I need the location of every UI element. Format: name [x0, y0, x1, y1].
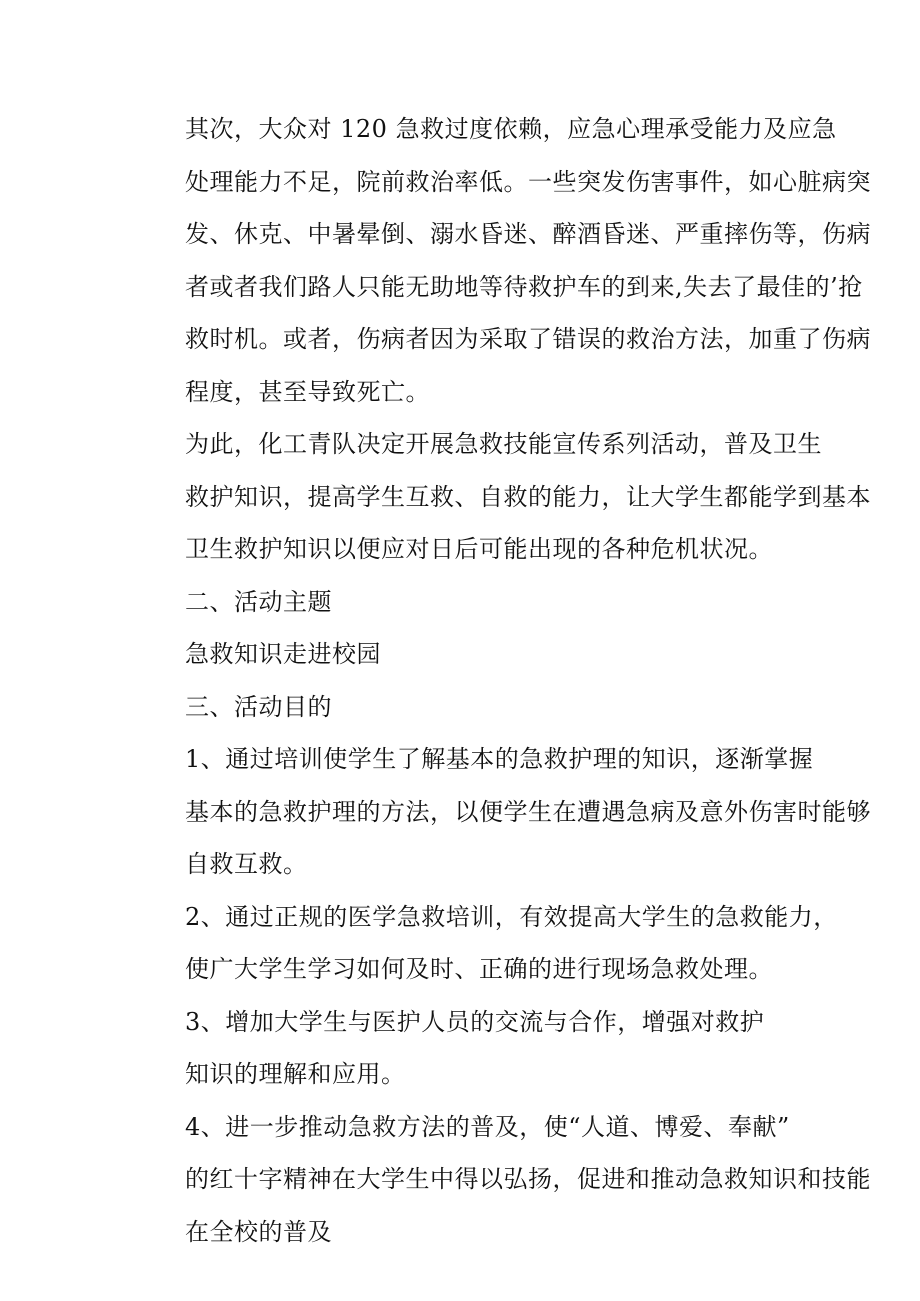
- text-line: 者或者我们路人只能无助地等待救护车的到来,失去了最佳的’抢: [185, 272, 863, 301]
- text-line: 知识的理解和应用。: [185, 1060, 406, 1088]
- text-line: 2、通过正规的医学急救培训，有效提高大学生的急救能力，: [185, 902, 838, 931]
- text-line: 1、通过培训使学生了解基本的急救护理的知识，逐渐掌握: [185, 745, 814, 773]
- section-heading-activity-purpose: [137, 681, 797, 734]
- text-line: 程度，甚至导致死亡。: [185, 377, 430, 406]
- text-line: 3、增加大学生与医护人员的交流与合作，增强对救护: [185, 1007, 765, 1036]
- document-body: [137, 103, 871, 1258]
- section-heading-activity-theme: [137, 576, 797, 629]
- heading-text: 三、活动目的: [185, 692, 332, 721]
- text-line: 发、休克、中暑晕倒、溺水昏迷、醉酒昏迷、严重摔伤等，伤病: [185, 220, 871, 248]
- activity-theme-text: [137, 628, 797, 681]
- purpose-item-3: [137, 996, 797, 1101]
- text-line: 在全校的普及: [185, 1217, 332, 1246]
- paragraph-dependence-on-120: [137, 103, 871, 418]
- text-line: 的红十字精神在大学生中得以弘扬，促进和推动急救知识和技能: [185, 1165, 871, 1193]
- text-line: 基本的急救护理的方法，以便学生在遭遇急病及意外伤害时能够: [185, 797, 871, 826]
- text-line: 卫生救护知识以便应对日后可能出现的各种危机状况。: [185, 535, 773, 563]
- purpose-item-1: [137, 733, 871, 891]
- heading-text: 二、活动主题: [185, 587, 332, 616]
- purpose-item-2: [137, 891, 838, 996]
- text-line: 处理能力不足，院前救治率低。一些突发伤害事件，如心脏病突: [185, 167, 871, 196]
- paragraph-activity-decision: [137, 418, 871, 576]
- text-line: 使广大学生学习如何及时、正确的进行现场急救处理。: [185, 955, 773, 983]
- text-line: 救时机。或者，伤病者因为采取了错误的救治方法，加重了伤病: [185, 325, 871, 353]
- text-line: 自救互救。: [185, 850, 308, 878]
- text-line: 救护知识，提高学生互救、自救的能力，让大学生都能学到基本: [185, 482, 871, 511]
- text-line: 其次，大众对 120 急救过度依赖，应急心理承受能力及应急: [185, 115, 837, 143]
- text-line: 4、进一步推动急救方法的普及，使“人道、博爱、奉献”: [185, 1112, 790, 1141]
- text-line: 为此，化工青队决定开展急救技能宣传系列活动，普及卫生: [185, 430, 822, 458]
- purpose-item-4: [137, 1101, 871, 1259]
- text-line: 急救知识走进校园: [185, 640, 381, 668]
